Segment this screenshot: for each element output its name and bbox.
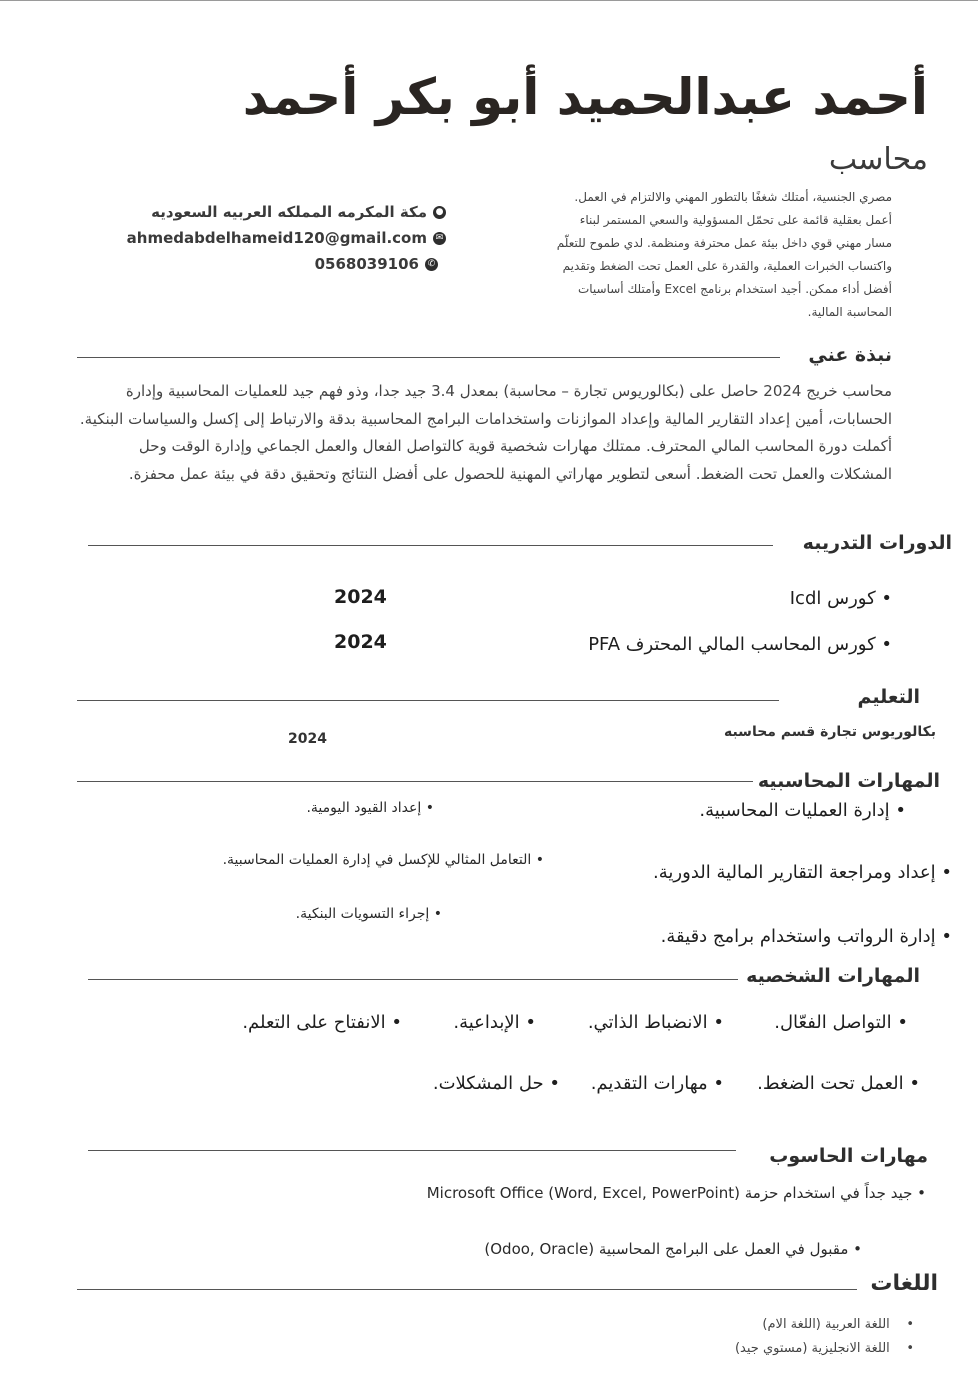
about-paragraph-1: محاسب خريج 2024 حاصل على (بكالوريوس تجارة – محاسبة) بمعدل 3.4 جيد جدا، وذو فهم جيد للعمليات المحاسبية وإدارة الحسابات، أمين إعداد التقارير المالية وإعداد الموازنات واستخدامات البرامج المحاسبية بدقة والارتباط إلى إكسل والسياسات البنكية. [79,382,892,428]
accounting-skill-label: إدارة العمليات المحاسبية. [699,800,890,821]
email-text[interactable]: ahmedabdelhameid120@gmail.com [126,229,427,247]
accounting-skill: • إجراء التسويات البنكية. [295,906,442,922]
education-year: 2024 [288,731,327,747]
candidate-name: أحمد عبدالحميد أبو بكر أحمد [242,68,928,126]
education-title: التعليم [857,686,920,708]
training-item-year: 2024 [334,631,387,653]
envelope-icon: ✉ [433,232,446,245]
about-divider [77,357,780,358]
computer-skills-divider [88,1150,736,1151]
personal-skill: • التواصل الفعّال. [774,1012,908,1033]
personal-skill-label: الانضباط الذاتي. [587,1012,708,1033]
language-label: اللغة الانجليزية (مستوي جيد) [734,1341,890,1356]
accounting-skill: • إدارة الرواتب واستخدام برامج دقيقة. [660,926,952,947]
accounting-skill: • إدارة العمليات المحاسبية. [699,800,906,821]
phone-text[interactable]: 0568039106 [314,255,419,273]
personal-skill: • حل المشكلات. [432,1073,560,1094]
phone-icon: ✆ [425,258,438,271]
computer-skill-label: مقبول في العمل على البرامج المحاسبية (Odoo, Oracle) [484,1240,849,1258]
accounting-skills-title: المهارات المحاسبيه [757,770,940,792]
personal-skill-label: العمل تحت الضغط. [757,1073,904,1094]
location-text: مكة المكرمه المملكه العربيه السعوديه [151,203,427,221]
training-item: • كورس المحاسب المالي المحترف PFA [588,634,892,655]
language-item: • اللغة الانجليزية (مستوي جيد) [734,1341,914,1356]
map-pin-icon: ● [433,206,446,219]
accounting-skill: • إعداد القيود اليومية. [306,800,434,816]
job-title: محاسب [828,142,928,177]
profile-summary: مصري الجنسية، أمتلك شغفًا بالتطور المهني والالتزام في العمل. أعمل بعقلية قائمة على تحمّل المسؤولية والسعي المستمر لبناء مسار مهني قوي داخل بيئة عمل محترفة ومنظمة. لدي طموح للتعلّم واكتساب الخبرات العملية، والقدرة على العمل تحت الضغط وتقديم أفضل أداء ممكن. أجيد استخدام برنامج Excel وأمتلك أساسيات المحاسبة المالية. [556,190,892,319]
personal-skill: • الانفتاح على التعلم. [242,1012,402,1033]
personal-skill-label: مهارات التقديم. [590,1073,708,1094]
computer-skill: • جيد جداً في استخدام حزمة Microsoft Office (Word, Excel, PowerPoint) [426,1184,926,1202]
accounting-skill-label: إجراء التسويات البنكية. [295,906,430,922]
personal-skills-title: المهارات الشخصيه [746,965,920,987]
accounting-skill-label: إعداد ومراجعة التقارير المالية الدورية. [653,862,936,883]
personal-skill: • الانضباط الذاتي. [587,1012,724,1033]
language-item: • اللغة العربية (اللغة الام) [762,1317,914,1332]
computer-skill-label: جيد جداً في استخدام حزمة Microsoft Office (Word, Excel, PowerPoint) [426,1184,913,1202]
education-degree: بكالوريوس تجارة قسم محاسبه [723,724,936,740]
personal-skills-divider [88,979,738,980]
training-divider [88,545,773,546]
personal-skill: • مهارات التقديم. [590,1073,724,1094]
accounting-skill: • التعامل المثالي للإكسل في إدارة العمليات المحاسبية. [222,852,544,868]
languages-title: اللغات [870,1271,938,1296]
personal-skill-label: حل المشكلات. [432,1073,544,1094]
languages-divider [77,1289,857,1290]
contact-phone[interactable] [146,255,446,273]
accounting-skill-label: إعداد القيود اليومية. [306,800,422,816]
top-border [0,0,978,1]
education-divider [77,700,779,701]
training-item: • كورس Icdl [789,588,892,609]
about-title: نبذة عني [808,344,892,366]
accounting-skills-divider [77,781,753,782]
personal-skill: • العمل تحت الضغط. [757,1073,920,1094]
training-title: الدورات التدريبه [802,532,952,554]
about-paragraph-2: أكملت دورة المحاسب المالي المحترف. ممتلك مهارات شخصية قوية كالتواصل الفعال والعمل الجماعي وإدارة الوقت وحل المشكلات والعمل تحت الضغط. أسعى لتطوير مهاراتي المهنية للحصول على أفضل النتائج وتحقيق دقة في بيئة عمل محفزة. [128,437,892,483]
personal-skill-label: الانفتاح على التعلم. [242,1012,386,1033]
contact-email[interactable] [126,229,446,247]
language-label: اللغة العربية (اللغة الام) [762,1317,890,1332]
contact-location [146,203,446,221]
accounting-skill: • إعداد ومراجعة التقارير المالية الدورية. [653,862,952,883]
personal-skill: • الإبداعية. [453,1012,536,1033]
computer-skill: • مقبول في العمل على البرامج المحاسبية (Odoo, Oracle) [484,1240,862,1258]
personal-skill-label: التواصل الفعّال. [774,1012,892,1033]
training-item-year: 2024 [334,586,387,608]
training-item-label: كورس المحاسب المالي المحترف PFA [588,634,876,655]
personal-skill-label: الإبداعية. [453,1012,520,1033]
training-item-label: كورس Icdl [789,588,876,609]
accounting-skill-label: إدارة الرواتب واستخدام برامج دقيقة. [660,926,936,947]
accounting-skill-label: التعامل المثالي للإكسل في إدارة العمليات المحاسبية. [222,852,532,868]
computer-skills-title: مهارات الحاسوب [769,1145,928,1167]
about-text [77,378,892,488]
